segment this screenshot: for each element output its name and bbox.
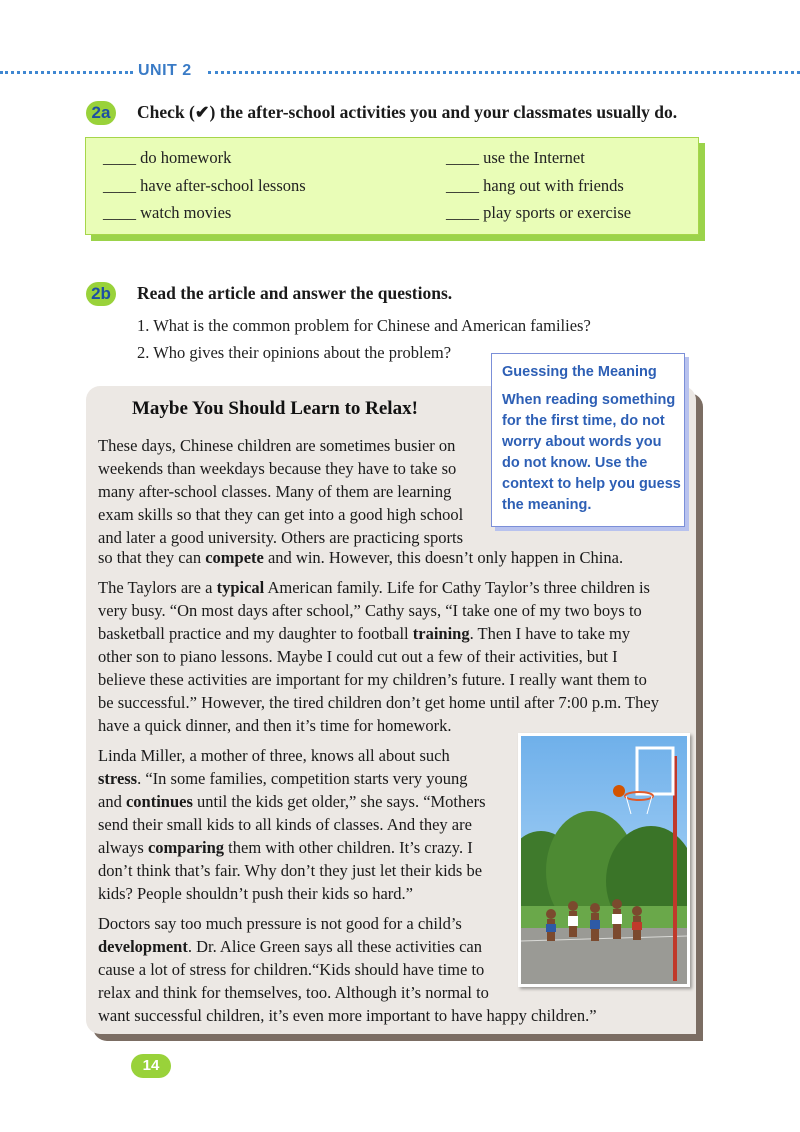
key-word: comparing — [147, 838, 225, 857]
activity-label: play sports or exercise — [483, 203, 632, 222]
article-line: don’t think that’s fair. Why don’t they just let their kids be — [98, 861, 483, 880]
instruction-2b: Read the article and answer the questions. — [137, 283, 453, 303]
activity-item[interactable] — [103, 176, 306, 196]
article-line: and later a good university. Others are practicing sports — [98, 528, 464, 547]
article-line: so that they can compete and win. However, this doesn’t only happen in China. — [98, 548, 624, 567]
article-line: stress. “In some families, competition starts very young — [98, 769, 468, 788]
key-word: compete — [205, 548, 264, 567]
activity-item[interactable] — [446, 148, 585, 168]
blank: ____ — [446, 203, 479, 222]
article-line: other son to piano lessons. Maybe I could cut out a few of their activities, but I — [98, 647, 618, 666]
blank: ____ — [103, 176, 136, 195]
activity-label: hang out with friends — [483, 176, 624, 195]
key-word: development — [98, 937, 188, 956]
activity-label: have after-school lessons — [140, 176, 306, 195]
article-line: cause a lot of stress for children.“Kids should have time to — [98, 960, 485, 979]
article-line: weekends than weekdays because they have to take so — [98, 459, 457, 478]
tip-line: the meaning. — [502, 497, 592, 513]
article-title: Maybe You Should Learn to Relax! — [132, 398, 418, 419]
article-line: The Taylors are a typical American family. Life for Cathy Taylor’s three children is — [98, 578, 650, 597]
instruction-2a: Check (✔) the after-school activities you and your classmates usually do. — [137, 102, 678, 122]
article-line: exam skills so that they can get into a good high school — [98, 505, 464, 524]
article-line: believe these activities are important for my children’s future. I really want them to — [98, 670, 647, 689]
badge-2b: 2b — [86, 282, 116, 306]
article-line: always comparing them with other children. It’s crazy. I — [98, 838, 473, 857]
basketball-photo — [518, 733, 690, 987]
article-line: Linda Miller, a mother of three, knows all about such — [98, 746, 450, 765]
blank: ____ — [103, 203, 136, 222]
activity-label: use the Internet — [483, 148, 585, 167]
activity-label: do homework — [140, 148, 232, 167]
blank: ____ — [103, 148, 136, 167]
article-line: relax and think for themselves, too. Although it’s normal to — [98, 983, 489, 1002]
tip-box — [491, 353, 685, 527]
tip-line: worry about words you — [502, 434, 662, 450]
activity-item[interactable] — [446, 176, 624, 196]
article-line: have a quick dinner, and then it’s time for homework. — [98, 716, 452, 735]
key-word: training — [412, 624, 470, 643]
basketball-photo-illustration — [521, 736, 687, 984]
activity-item[interactable] — [103, 203, 231, 223]
tip-line: context to help you guess — [502, 476, 681, 492]
blank: ____ — [446, 176, 479, 195]
activity-item[interactable] — [446, 203, 631, 223]
article-line: be successful.” However, the tired children don’t get home until after 7:00 p.m. They — [98, 693, 659, 712]
article-line: kids? People shouldn’t push their kids so hard.” — [98, 884, 413, 903]
article-line: development. Dr. Alice Green says all these activities can — [98, 937, 482, 956]
activity-label: watch movies — [140, 203, 232, 222]
article-line: very busy. “On most days after school,” Cathy says, “I take one of my two boys to — [98, 601, 642, 620]
unit-label: UNIT 2 — [138, 62, 192, 79]
article-line: many after-school classes. Many of them are learning — [98, 482, 452, 501]
article-line: send their small kids to all kinds of classes. And they are — [98, 815, 472, 834]
tip-line: When reading something — [502, 392, 676, 408]
header-dots-left — [0, 71, 133, 74]
tip-line: for the first time, do not — [502, 413, 665, 429]
key-word: typical — [216, 578, 265, 597]
article-line: want successful children, it’s even more important to have happy children.” — [98, 1006, 597, 1025]
article-line: and continues until the kids get older,” she says. “Mothers — [98, 792, 486, 811]
activity-item[interactable] — [103, 148, 231, 168]
key-word: continues — [125, 792, 193, 811]
badge-2a: 2a — [86, 101, 116, 125]
article-line: These days, Chinese children are sometimes busier on — [98, 436, 456, 455]
article-line: Doctors say too much pressure is not good for a child’s — [98, 914, 462, 933]
blank: ____ — [446, 148, 479, 167]
tip-title: Guessing the Meaning — [502, 364, 657, 380]
unit-header — [0, 62, 800, 82]
header-dots-right — [208, 71, 800, 74]
question-2: 2. Who gives their opinions about the problem? — [137, 343, 452, 362]
key-word: stress — [98, 769, 138, 788]
article-line: basketball practice and my daughter to football training. Then I have to take my — [98, 624, 631, 643]
question-1: 1. What is the common problem for Chinese and American families? — [137, 316, 591, 335]
page-number: 14 — [131, 1054, 171, 1078]
tip-line: do not know. Use the — [502, 455, 648, 471]
